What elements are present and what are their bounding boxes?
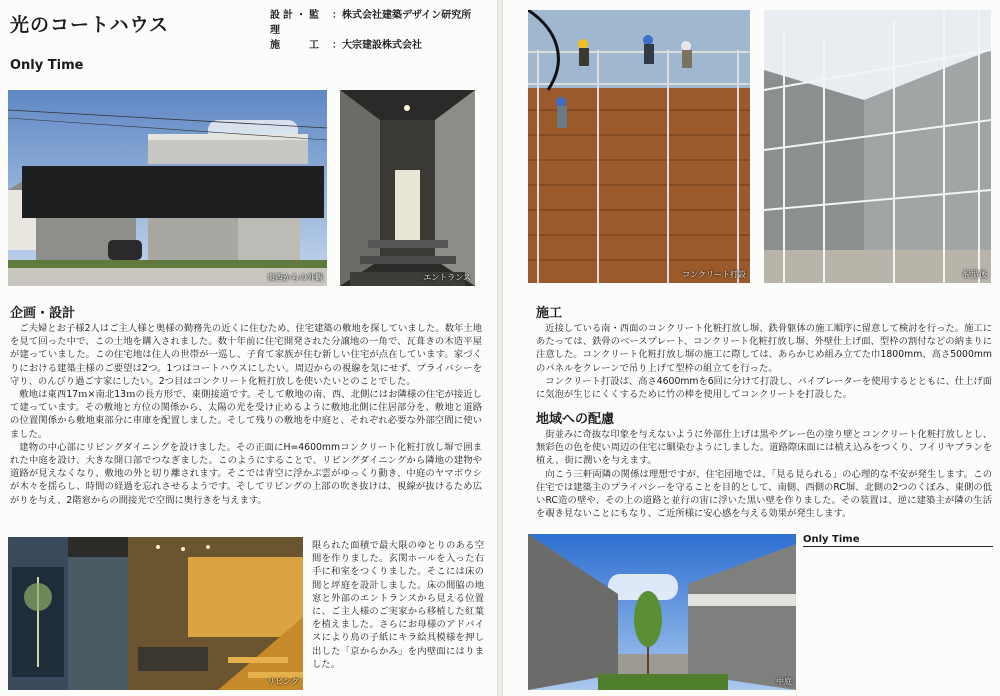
exterior-image	[8, 90, 327, 286]
plan-body	[10, 322, 482, 507]
heading-plan: 企画・設計	[10, 306, 76, 321]
credit-sep: ：	[332, 40, 342, 51]
plan-side-text: 限られた面積で最大限のゆとりのある空間を作りました。玄関ホールを入った右手に和室をつくりました。そこには床の間と坪庭を設計しました。床の間脇の地窓と外部のエントランスから見える位置に、ご主人様のご実家から移植した紅葉を植えました。さらにお母様のアドバイスにより鳥の子紙にキラ絵具模様を押し出した「京からかみ」を内壁面にはりました。	[312, 540, 484, 670]
credit-value: 株式会社建築デザイン研究所	[342, 10, 472, 21]
demold-photo	[764, 10, 991, 283]
credit-role: 設計・監理	[270, 10, 322, 36]
caption-concrete: コンクリート打設	[682, 270, 746, 279]
courtyard-photo	[528, 534, 796, 690]
credit-design	[270, 8, 471, 38]
plan-paragraph: 建物の中心部にリビングダイニングを設けました。その正面にH=4600mmコンクリート化粧打放し塀で囲まれた中庭を設け、大きな開口部でつなぎました。このようにすることで、リビングダイニングから隣地の建物や道路が見えなくなり、敷地の外と切り離されます。そこでは青空に浮かぶ雲がゆっくり動き、中庭のヤマボウシが木々を揺らし、時間の経過を忘れさせるようです。そしてリビングの上部の吹き抜けは、視線が抜けるため広がりを与え、2階窓からの間接光で空間に奥行きを与えます。	[10, 441, 482, 506]
caption-living: リビング	[267, 677, 299, 686]
page-title: 光のコートハウス	[10, 14, 170, 36]
living-photo	[8, 537, 303, 690]
living-image	[8, 537, 303, 690]
credit-construction	[270, 38, 471, 53]
exterior-photo	[8, 90, 327, 286]
community-body	[536, 428, 992, 520]
caption-exterior: 東西からの外観	[267, 273, 323, 282]
credit-sep: ：	[332, 10, 342, 21]
plan-paragraph: 敷地は東西17ｍ×南北13ｍの長方形で、東側接道です。そして敷地の南、西、北側にはお隣様の住宅が接近して建っています。その敷地と方位の関係から、太陽の光を受け止めるように敷地北側に住居部分を、敷地と道路の位置関係から敷地東部分に車庫を配置しました。そして残りの敷地を中庭と、それぞれ必要な外部空間に使いました。	[10, 389, 482, 440]
construction-paragraph: 近接している南・西面のコンクリート化粧打放し塀、鉄骨躯体の施工順序に留意して検討を行った。施工にあたっては、鉄骨のベースプレート、コンクリート化粧打放し塀、外壁仕上げ面、型枠の割付などの納まりに注意した。コンクリート化粧打放し塀の施工に際しては、あらかじめ組み立てた巾1800mm、高さ5000mmのパネルをクレーンで吊り上げて型枠の組立てを行った。	[536, 323, 992, 374]
subtitle: Only Time	[10, 58, 84, 73]
plan-paragraph: ご夫婦とお子様2人はご主人様と奥様の勤務先の近くに住むため、住宅建築の敷地を探していました。数年土地を見て回った中で、この土地を購入されました。数十年前に住宅開発された分譲地の一角で、瓦葺きの木造平屋が建っていました。この住宅地は住人の世帯が一巡し、子育て家族が住む新しい住宅が点在しています。家づくりにおける建築主様のご要望は2つ。1つはコートハウスにしたい。周辺からの視線を気にせず、プライバシーを守り、のんびり過ごす家にしたい。2つ目はコンクリート化粧打放しを使いたいとのことでした。	[10, 323, 482, 387]
courtyard-image	[528, 534, 796, 690]
credit-role: 施 工	[270, 40, 322, 51]
credit-value: 大宗建設株式会社	[342, 40, 422, 51]
heading-construction: 施工	[536, 306, 563, 321]
caption-demold: 脱型後	[963, 270, 987, 279]
community-paragraph: 街並みに奇抜な印象を与えないように外部仕上げは黒やグレー色の塗り壁とコンクリート化粧打放しとし、無彩色の色を使い周辺の住宅に馴染むようにしました。道路際床面には植え込みをつくり、フイリヤブランを植え、街に潤いを与えます。	[536, 429, 992, 467]
construction-paragraph: コンクリート打設は、高さ4600mmを6回に分けて打設し、バイブレーターを使用するとともに、仕上げ面に気泡が生じにくくするために竹の棒を使用してコンクリートを打設した。	[536, 375, 992, 401]
entrance-photo	[340, 90, 475, 286]
community-paragraph: 向こう三軒両隣の関係は理想ですが、住宅団地では、「見る見られる」の心理的な不安が発生します。この住宅では建築主のプライバシーを守ることを目的として、南側、西側のRC塀、北側の2つのくぼみ、東側の低いRC造の壁や、その上の道路と並行の宙に浮いた黒い壁を作りました。その装置は、逆に建築主が隣の生活を覗き見ないことにもなり、ご近所様に安心感を与える効果が発生します。	[536, 468, 992, 520]
construction-body	[536, 322, 992, 401]
right-page	[503, 0, 1000, 696]
credits	[270, 8, 471, 53]
heading-community: 地域への配慮	[536, 412, 615, 427]
demold-image	[764, 10, 991, 283]
caption-entrance: エントランス	[423, 273, 471, 282]
concrete-photo	[528, 10, 750, 283]
only-time-label: Only Time	[803, 534, 993, 547]
left-page	[0, 0, 497, 696]
concrete-image	[528, 10, 750, 283]
caption-courtyard: 中庭	[776, 677, 792, 686]
entrance-image	[340, 90, 475, 286]
